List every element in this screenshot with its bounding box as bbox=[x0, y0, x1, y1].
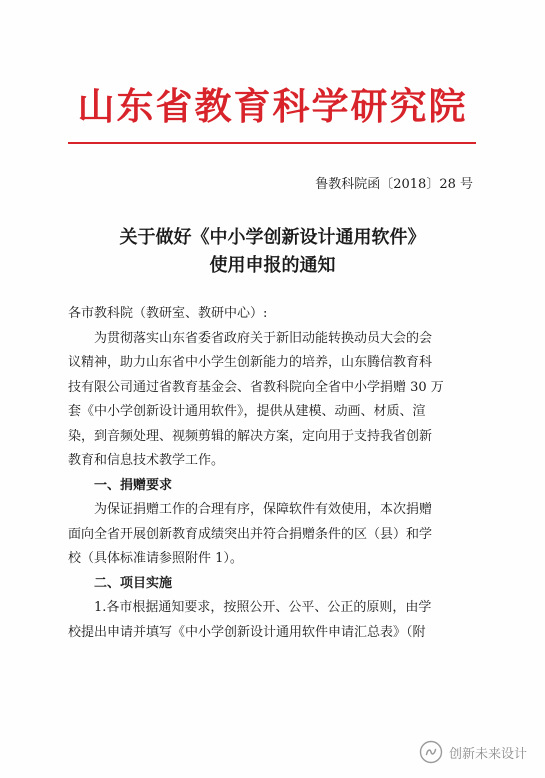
red-rule-divider bbox=[68, 142, 476, 144]
watermark-label: 创新未来设计 bbox=[448, 746, 527, 762]
body-line: 1.各市根据通知要求，按照公开、公平、公正的原则，由学 bbox=[94, 600, 432, 615]
document-body bbox=[68, 302, 480, 645]
body-line: 校提出申请并填写《中小学创新设计通用软件申请汇总表》（附 bbox=[68, 624, 426, 640]
body-line: 为贯彻落实山东省委省政府关于新旧动能转换动员大会的会 bbox=[94, 330, 433, 346]
section-heading: 二、项目实施 bbox=[94, 575, 173, 591]
org-header: 山东省教育科学研究院 bbox=[77, 84, 468, 128]
document-number: 鲁教科院函〔2018〕28 号 bbox=[315, 177, 473, 192]
wechat-channel-icon bbox=[419, 740, 443, 764]
section-heading: 一、捐赠要求 bbox=[94, 477, 173, 493]
body-line: 套《中小学创新设计通用软件》，提供从建模、动画、材质、渲 bbox=[68, 404, 426, 419]
body-line: 议精神，助力山东省中小学生创新能力的培养，山东腾信教育科 bbox=[68, 355, 433, 370]
title-line-2: 使用申报的通知 bbox=[209, 255, 336, 276]
body-line: 染，到音频处理、视频剪辑的解决方案，定向用于支持我省创新 bbox=[68, 428, 433, 444]
body-line: 技有限公司通过省教育基金会、省教科院向全省中小学捐赠 30 万 bbox=[68, 379, 444, 395]
body-line: 面向全省开展创新教育成绩突出并符合捐赠条件的区（县）和学 bbox=[68, 526, 433, 542]
body-line: 为保证捐赠工作的合理有序，保障软件有效使用，本次捐赠 bbox=[94, 502, 433, 517]
body-line: 教育和信息技术教学工作。 bbox=[68, 453, 225, 468]
document-title bbox=[0, 224, 545, 280]
account-watermark bbox=[419, 740, 527, 764]
body-line: 各市教科院（教研室、教研中心）: bbox=[68, 306, 268, 321]
body-line: 校（具体标准请参照附件 1）。 bbox=[68, 551, 243, 566]
title-line-1: 关于做好《中小学创新设计通用软件》 bbox=[119, 227, 426, 248]
